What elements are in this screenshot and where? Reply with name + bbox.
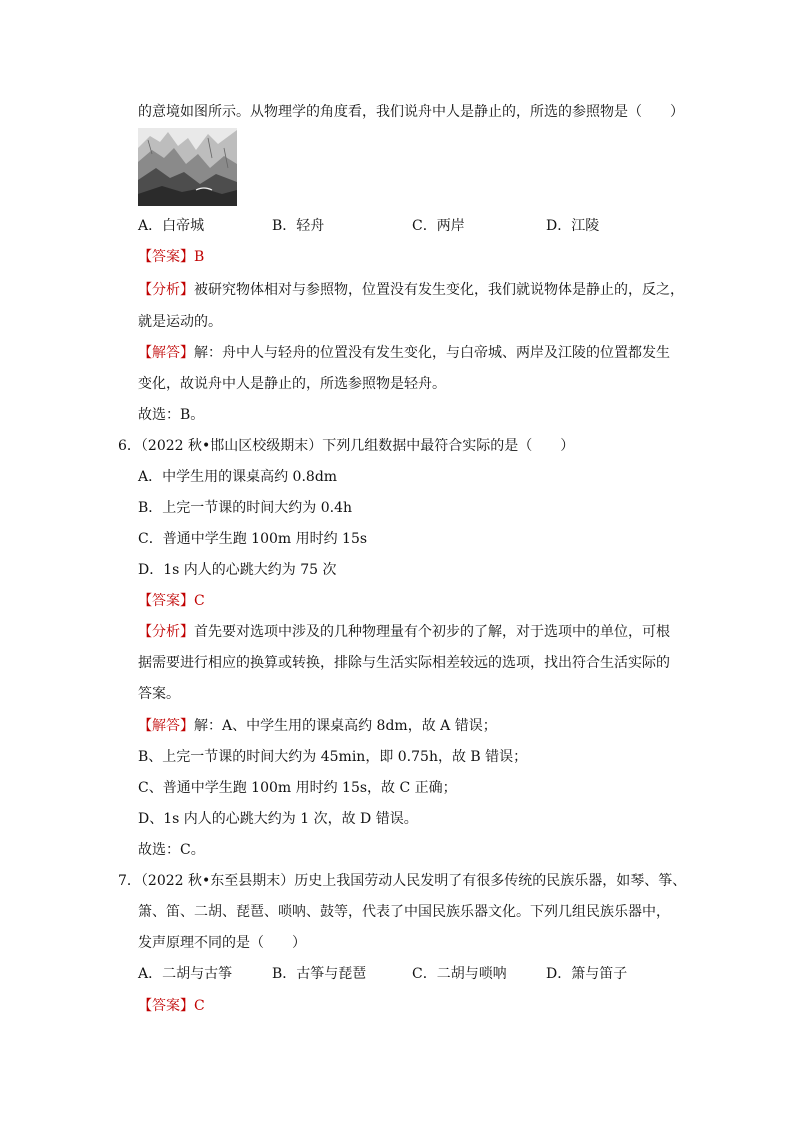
answer-tag: 【答案】 <box>138 249 194 265</box>
answer-tag: 【答案】 <box>138 998 194 1014</box>
q7-option-c: C．二胡与唢呐 <box>412 966 507 982</box>
q5-solution-line-1 <box>138 343 670 363</box>
q6-conclusion: 故选：C。 <box>138 842 205 858</box>
q5-option-c: C．两岸 <box>412 218 465 234</box>
q6-option-d: D．1s 内人的心跳大约为 75 次 <box>138 562 337 578</box>
q5-stem: 的意境如图所示。从物理学的角度看，我们说舟中人是静止的，所选的参照物是（ ） <box>138 104 684 120</box>
q5-analysis-line-2: 就是运动的。 <box>138 314 222 330</box>
q6-solution-line-4: D、1s 内人的心跳大约为 1 次，故 D 错误。 <box>138 811 418 827</box>
q6-analysis-line-1 <box>138 622 670 642</box>
q6-analysis-line-2: 据需要进行相应的换算或转换，排除与生活实际相差较远的选项，找出符合生活实际的 <box>138 655 670 671</box>
q7-option-a: A．二胡与古筝 <box>138 966 233 982</box>
q5-conclusion: 故选：B。 <box>138 407 205 423</box>
analysis-text: 被研究物体相对与参照物，位置没有发生变化，我们就说物体是静止的，反之， <box>194 282 684 298</box>
q6-solution-line-2: B、上完一节课的时间大约为 45min，即 0.75h，故 B 错误； <box>138 749 528 765</box>
solution-text: 解：A、中学生用的课桌高约 8dm，故 A 错误； <box>194 718 497 734</box>
q5-analysis-line-1 <box>138 280 684 300</box>
q7-stem-line-3: 发声原理不同的是（ ） <box>138 935 306 951</box>
q7-option-d: D．箫与笛子 <box>546 966 628 982</box>
q5-option-d: D．江陵 <box>546 218 600 234</box>
analysis-text: 首先要对选项中涉及的几种物理量有个初步的了解，对于选项中的单位，可根 <box>194 624 670 640</box>
q6-solution-line-3: C、普通中学生跑 100m 用时约 15s，故 C 正确； <box>138 780 457 796</box>
q7-option-b: B．古筝与琵琶 <box>272 966 367 982</box>
q6-option-a: A．中学生用的课桌高约 0.8dm <box>138 469 338 485</box>
answer-value: C <box>194 998 205 1014</box>
analysis-tag: 【分析】 <box>138 624 194 640</box>
q7-stem-line-2: 箫、笛、二胡、琵琶、唢呐、鼓等，代表了中国民族乐器文化。下列几组民族乐器中， <box>138 904 670 920</box>
answer-value: B <box>194 249 205 265</box>
answer-tag: 【答案】 <box>138 593 194 609</box>
answer-value: C <box>194 593 205 609</box>
q7-answer <box>138 996 205 1016</box>
q5-option-a: A．白帝城 <box>138 218 205 234</box>
solution-tag: 【解答】 <box>138 718 194 734</box>
q6-stem: 6．（2022 秋•邯山区校级期末）下列几组数据中最符合实际的是（ ） <box>118 438 575 454</box>
q6-analysis-line-3: 答案。 <box>138 686 180 702</box>
q5-answer <box>138 247 204 267</box>
q7-stem-line-1: 7．（2022 秋•东至县期末）历史上我国劳动人民发明了有很多传统的民族乐器，如琴、筝、 <box>118 873 687 889</box>
q5-option-b: B．轻舟 <box>272 218 325 234</box>
q6-solution-line-1 <box>138 716 497 736</box>
q6-option-c: C．普通中学生跑 100m 用时约 15s <box>138 531 368 547</box>
q5-solution-line-2: 变化，故说舟中人是静止的，所选参照物是轻舟。 <box>138 376 446 392</box>
landscape-illustration <box>138 128 237 206</box>
solution-text: 解：舟中人与轻舟的位置没有发生变化，与白帝城、两岸及江陵的位置都发生 <box>194 345 670 361</box>
analysis-tag: 【分析】 <box>138 282 194 298</box>
q6-option-b: B．上完一节课的时间大约为 0.4h <box>138 500 353 516</box>
q6-answer <box>138 591 205 611</box>
solution-tag: 【解答】 <box>138 345 194 361</box>
